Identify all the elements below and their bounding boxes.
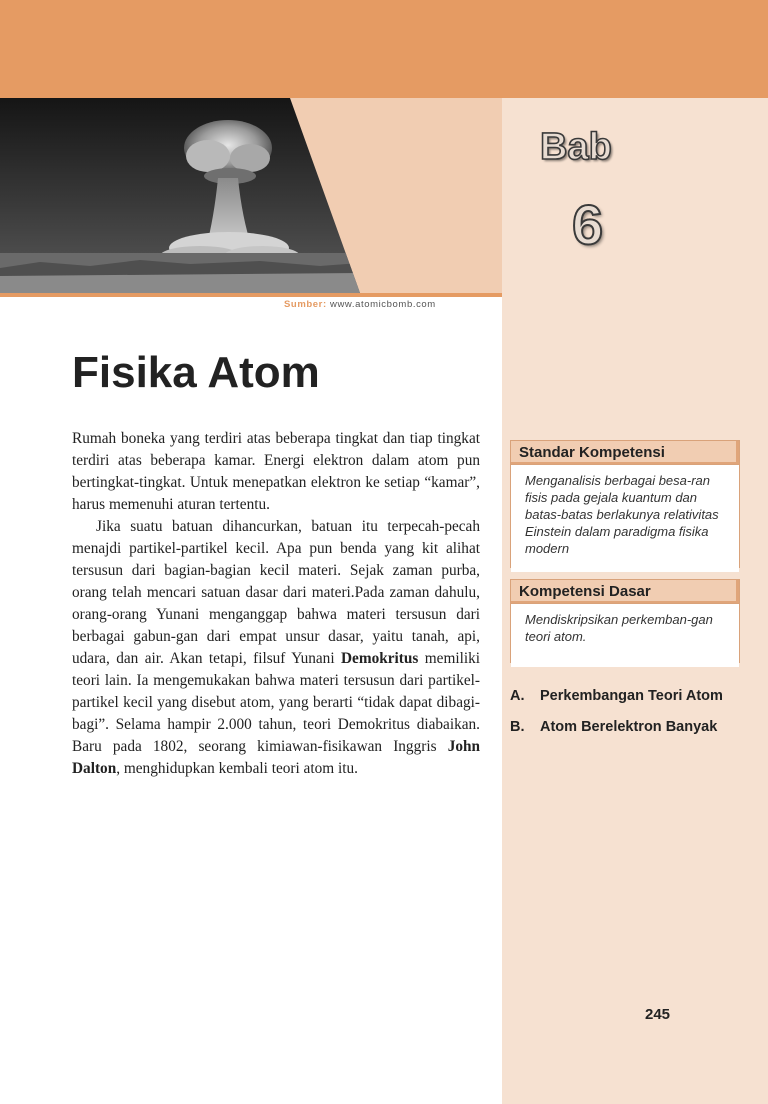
source-url: www.atomicbomb.com [329,299,436,310]
intro-paragraph-2 [72,516,480,780]
standar-kompetensi-box [510,440,740,568]
kompetensi-dasar-heading: Kompetensi Dasar [511,580,739,604]
standar-kompetensi-text: Menganalisis berbagai besa-ran fisis pada gejala kuantum dan batas-batas berlakunya relativitas Einstein dalam paradigma fisika modern [511,465,739,572]
outline-item [510,718,730,737]
chapter-number: 6 [572,193,604,256]
outline-text: Perkembangan Teori Atom [540,688,723,704]
kompetensi-dasar-box [510,579,740,663]
outline-letter: B. [510,719,525,735]
chapter-outline [510,687,730,749]
intro-paragraph-2-text-end: , menghidupkan kembali teori atom itu. [116,760,358,777]
chapter-label: Bab [540,126,612,168]
standar-kompetensi-heading: Standar Kompetensi [511,441,739,465]
intro-paragraph-2-text-cont: memiliki teori lain. Ia mengemukakan bahwa materi tersusun dari partikel-partikel kecil yang disebut atom, yang berarti “tidak dapat dibagi-bagi”. Selama hampir 2.000 tahun, teori Demokritus diabaikan. Baru pada 1802, seorang kimiawan-fisikawan Inggris [72,650,480,755]
chapter-title: Fisika Atom [72,348,320,397]
intro-paragraph-2-text: Jika suatu batuan dihancurkan, batuan itu terpecah-pecah menajdi partikel-partikel kecil. Apa pun benda yang kit alihat tersusun dari bagian-bagian kecil materi. Sejak zaman purba, orang telah mencari satuan dasar dari materi.Pada zaman dahulu, orang-orang Yunani menganggap bahwa materi tersusun dari berbagai gabun-gan dari empat unsur dasar, yaitu tanah, api, udara, dan air. Akan tetapi, filsuf Yunani [72,518,480,667]
outline-item [510,687,730,706]
top-color-band [0,0,768,98]
photo-source-credit [284,299,436,310]
banner-divider [0,293,502,297]
outline-letter: A. [510,688,525,704]
outline-text: Atom Berelektron Banyak [540,719,718,735]
source-label: Sumber: [284,299,327,310]
intro-text [72,428,480,780]
bold-name-john-dalton: John Dalton [72,738,480,777]
bold-name-demokritus: Demokritus [341,650,419,667]
kompetensi-dasar-text: Mendiskripsikan perkemban-gan teori atom. [511,604,739,667]
page-number: 245 [645,1006,671,1023]
intro-paragraph-1: Rumah boneka yang terdiri atas beberapa tingkat dan tiap tingkat terdiri atas beberapa kamar. Energi elektron dalam atom pun bertingkat-tingkat. Untuk menepatkan elektron ke setiap “kamar”, harus memenuhi aturan tertentu. [72,430,480,513]
